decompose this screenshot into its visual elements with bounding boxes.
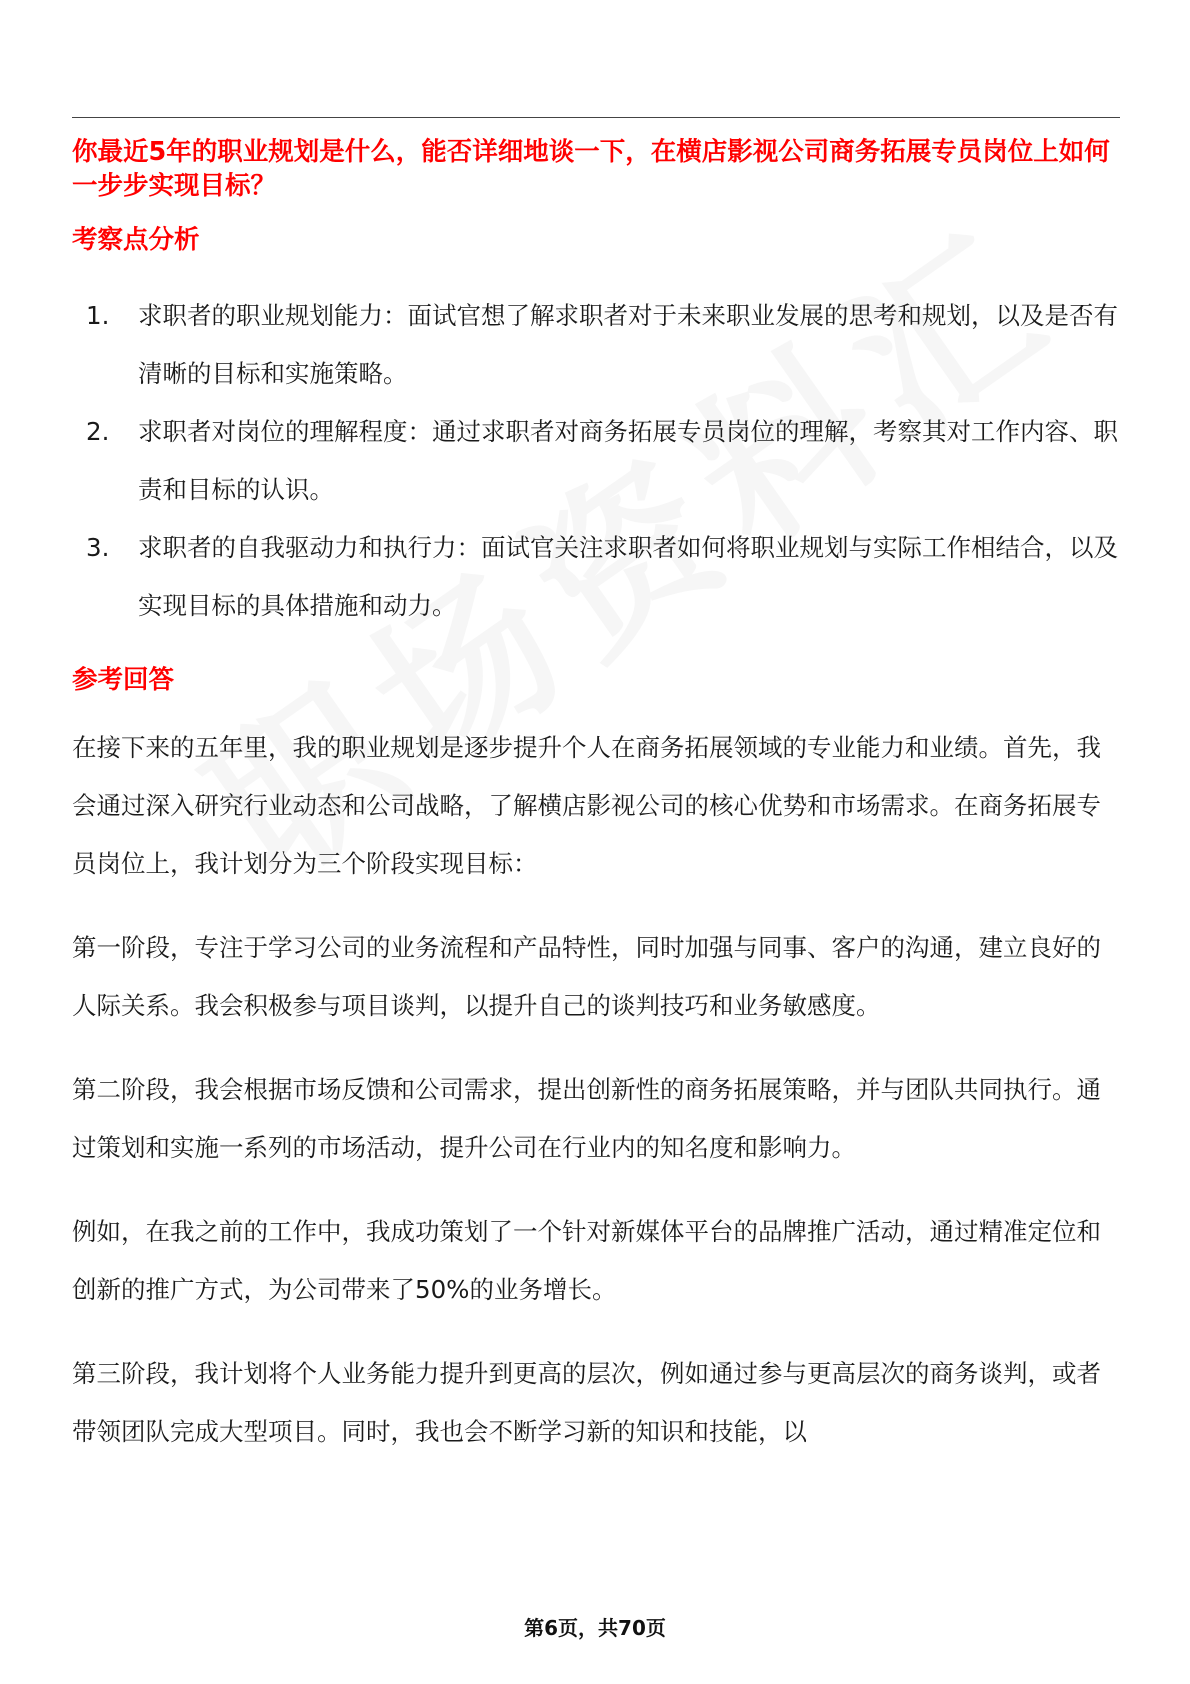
answer-paragraph-5: 第三阶段，我计划将个人业务能力提升到更高的层次，例如通过参与更高层次的商务谈判，或者带领团队完成大型项目。同时，我也会不断学习新的知识和技能，以 [72,1359,1101,1446]
answer-paragraph-2: 第一阶段，专注于学习公司的业务流程和产品特性，同时加强与同事、客户的沟通，建立良好的人际关系。我会积极参与项目谈判，以提升自己的谈判技巧和业务敏感度。 [72,933,1101,1020]
analysis-point-3 [72,519,1120,635]
analysis-point-2 [72,403,1120,519]
analysis-points [72,287,1120,635]
point-text: 求职者的自我驱动力和执行力：面试官关注求职者如何将职业规划与实际工作相结合，以及实现目标的具体措施和动力。 [138,533,1118,620]
answer-paragraph-4: 例如，在我之前的工作中，我成功策划了一个针对新媒体平台的品牌推广活动，通过精准定位和创新的推广方式，为公司带来了50%的业务增长。 [72,1217,1101,1304]
header-divider [72,117,1120,118]
point-text: 求职者的职业规划能力：面试官想了解求职者对于未来职业发展的思考和规划，以及是否有清晰的目标和实施策略。 [138,301,1118,388]
answer-title: 参考回答 [72,665,175,695]
point-text: 求职者对岗位的理解程度：通过求职者对商务拓展专员岗位的理解，考察其对工作内容、职责和目标的认识。 [138,417,1118,504]
page-number: 第6页，共70页 [524,1616,666,1640]
page-content [72,135,1120,1461]
point-number: 3. [86,533,110,562]
answer-paragraph-3: 第二阶段，我会根据市场反馈和公司需求，提出创新性的商务拓展策略，并与团队共同执行。通过策划和实施一系列的市场活动，提升公司在行业内的知名度和影响力。 [72,1075,1101,1162]
analysis-title: 考察点分析 [72,225,200,255]
point-number: 1. [86,301,110,330]
answer-paragraph-1: 在接下来的五年里，我的职业规划是逐步提升个人在商务拓展领域的专业能力和业绩。首先，我会通过深入研究行业动态和公司战略，了解横店影视公司的核心优势和市场需求。在商务拓展专员岗位上，我计划分为三个阶段实现目标： [72,733,1101,878]
point-number: 2. [86,417,110,446]
analysis-point-1 [72,287,1120,403]
question-heading: 你最近5年的职业规划是什么，能否详细地谈一下，在横店影视公司商务拓展专员岗位上如何一步步实现目标？ [72,137,1110,201]
